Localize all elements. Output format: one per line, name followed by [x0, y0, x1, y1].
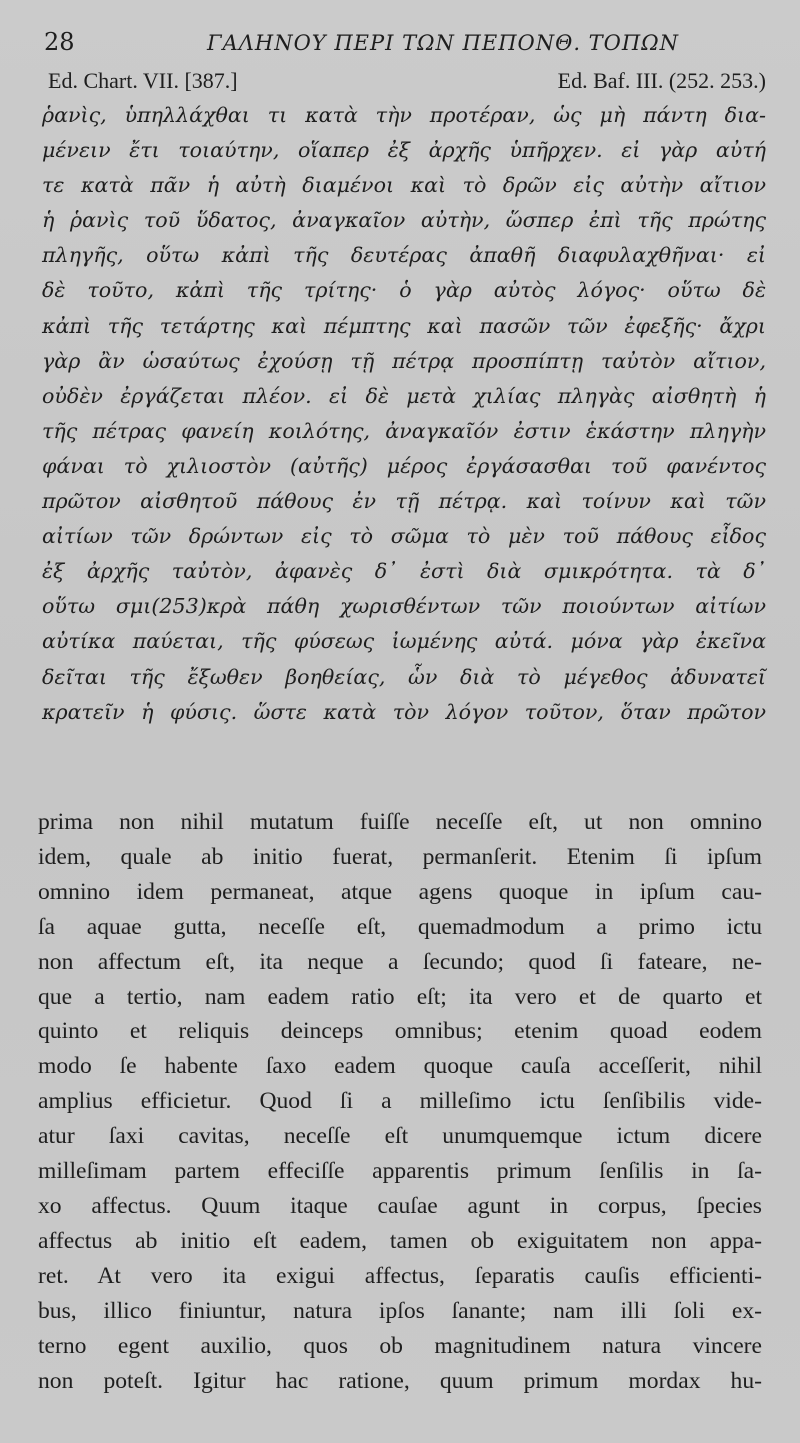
latin-line: bus, illico finiuntur, natura ipſos ſanante; nam illi ſoli ex-	[38, 1297, 762, 1324]
running-title: ΓΑΛΗΝΟΥ ΠΕΡΙ ΤΩΝ ΠΕΠΟΝΘ. ΤΟΠΩΝ	[207, 31, 679, 55]
latin-line: que a tertio, nam eadem ratio eſt; ita vero et de quarto et	[38, 983, 762, 1010]
latin-line: idem, quale ab initio fuerat, permanſerit. Etenim ſi ipſum	[38, 843, 762, 870]
greek-line: κἀπὶ τῆς τετάρτης καὶ πέμπτης καὶ πασῶν τῶν ἐφεξῆς· ἄχρι	[42, 313, 766, 338]
latin-line: amplius efficietur. Quod ſi a milleſimo ictu ſenſibilis vide-	[38, 1088, 762, 1115]
greek-line: οὕτω σμι(253)κρὰ πάθη χωρισθέντων τῶν ποιούντων αἰτίων	[42, 594, 766, 619]
greek-line: δὲ τοῦτο, κἀπὶ τῆς τρίτης· ὁ γὰρ αὐτὸς λόγος· οὕτω δὲ	[42, 278, 766, 303]
latin-line: quinto et reliquis deinceps omnibus; etenim quoad eodem	[38, 1018, 762, 1045]
greek-line: αὐτίκα παύεται, τῆς φύσεως ἰωμένης αὐτά. μόνα γὰρ ἐκεῖνα	[42, 629, 766, 654]
greek-line: ἐξ ἀρχῆς ταὐτὸν, ἀφανὲς δ᾽ ἐστὶ διὰ σμικρότητα. τὰ δ᾽	[42, 559, 766, 584]
page-number: 28	[44, 28, 75, 56]
greek-line: μένειν ἔτι τοιαύτην, οἵαπερ ἐξ ἀρχῆς ὑπῆρχεν. εἰ γὰρ αὐτή	[42, 138, 766, 163]
latin-line: atur ſaxi cavitas, neceſſe eſt unumquemque ictum dicere	[38, 1123, 762, 1150]
latin-line: xo affectus. Quum itaque cauſae agunt in corpus, ſpecies	[38, 1192, 762, 1219]
latin-line: milleſimam partem effeciſſe apparentis primum ſenſilis in ſa-	[38, 1158, 762, 1185]
greek-line: γὰρ ἂν ὡσαύτως ἐχούσῃ τῇ πέτρᾳ προσπίπτῃ ταὐτὸν αἴτιον,	[42, 348, 766, 373]
greek-line: πληγῆς, οὕτω κἀπὶ τῆς δευτέρας ἀπαθῆ διαφυλαχθῆναι· εἰ	[42, 243, 766, 268]
latin-line: terno egent auxilio, quos ob magnitudinem natura vincere	[38, 1332, 762, 1359]
latin-line: ret. At vero ita exigui affectus, ſeparatis cauſis efficienti-	[38, 1262, 762, 1289]
edition-chartier-reference: Ed. Chart. VII. [387.]	[48, 68, 238, 93]
greek-line: δεῖται τῆς ἔξωθεν βοηθείας, ὧν διὰ τὸ μέγεθος ἀδυνατεῖ	[42, 664, 766, 689]
latin-line: omnino idem permaneat, atque agens quoque in ipſum cau-	[38, 878, 762, 905]
greek-text-block	[38, 98, 766, 730]
greek-line: ἡ ῥανὶς τοῦ ὕδατος, ἀναγκαῖον αὐτὴν, ὥσπερ ἐπὶ τῆς πρώτης	[42, 208, 766, 233]
greek-line: κρατεῖν ἡ φύσις. ὥστε κατὰ τὸν λόγον τοῦτον, ὅταν πρῶτον	[42, 699, 766, 724]
latin-line: non affectum eſt, ita neque a ſecundo; quod ſi fateare, ne-	[38, 948, 762, 975]
latin-translation-block	[38, 805, 762, 1398]
greek-line: τε κατὰ πᾶν ἡ αὐτὴ διαμένοι καὶ τὸ δρῶν εἰς αὐτὴν αἴτιον	[42, 173, 766, 198]
latin-line: ſa aquae gutta, neceſſe eſt, quemadmodum a primo ictu	[38, 913, 762, 940]
edition-basel-reference: Ed. Baf. III. (252. 253.)	[557, 68, 766, 93]
edition-reference-line	[38, 68, 766, 98]
latin-line: non poteſt. Igitur hac ratione, quum primum mordax hu-	[38, 1367, 762, 1394]
latin-line: modo ſe habente ſaxo eadem quoque cauſa acceſſerit, nihil	[38, 1053, 762, 1080]
greek-line: τῆς πέτρας φανείη κοιλότης, ἀναγκαῖόν ἐστιν ἑκάστην πληγὴν	[42, 418, 766, 443]
greek-line: φάναι τὸ χιλιοστὸν (αὐτῆς) μέρος ἐργάσασθαι τοῦ φανέντος	[42, 453, 766, 478]
greek-line: ῥανὶς, ὑπηλλάχθαι τι κατὰ τὴν προτέραν, ὡς μὴ πάντη δια-	[42, 103, 766, 127]
latin-line: prima non nihil mutatum fuiſſe neceſſe eſt, ut non omnino	[38, 809, 762, 835]
greek-paragraph	[38, 98, 766, 730]
latin-line: affectus ab initio eſt eadem, tamen ob exiguitatem non appa-	[38, 1227, 762, 1254]
running-head	[38, 28, 766, 62]
greek-line: αἰτίων τῶν δρώντων εἰς τὸ σῶμα τὸ μὲν τοῦ πάθους εἶδος	[42, 524, 766, 549]
greek-line: οὐδὲν ἐργάζεται πλέον. εἰ δὲ μετὰ χιλίας πληγὰς αἰσθητὴ ἡ	[42, 383, 766, 408]
greek-line: πρῶτον αἰσθητοῦ πάθους ἐν τῇ πέτρᾳ. καὶ τοίνυν καὶ τῶν	[42, 489, 766, 514]
